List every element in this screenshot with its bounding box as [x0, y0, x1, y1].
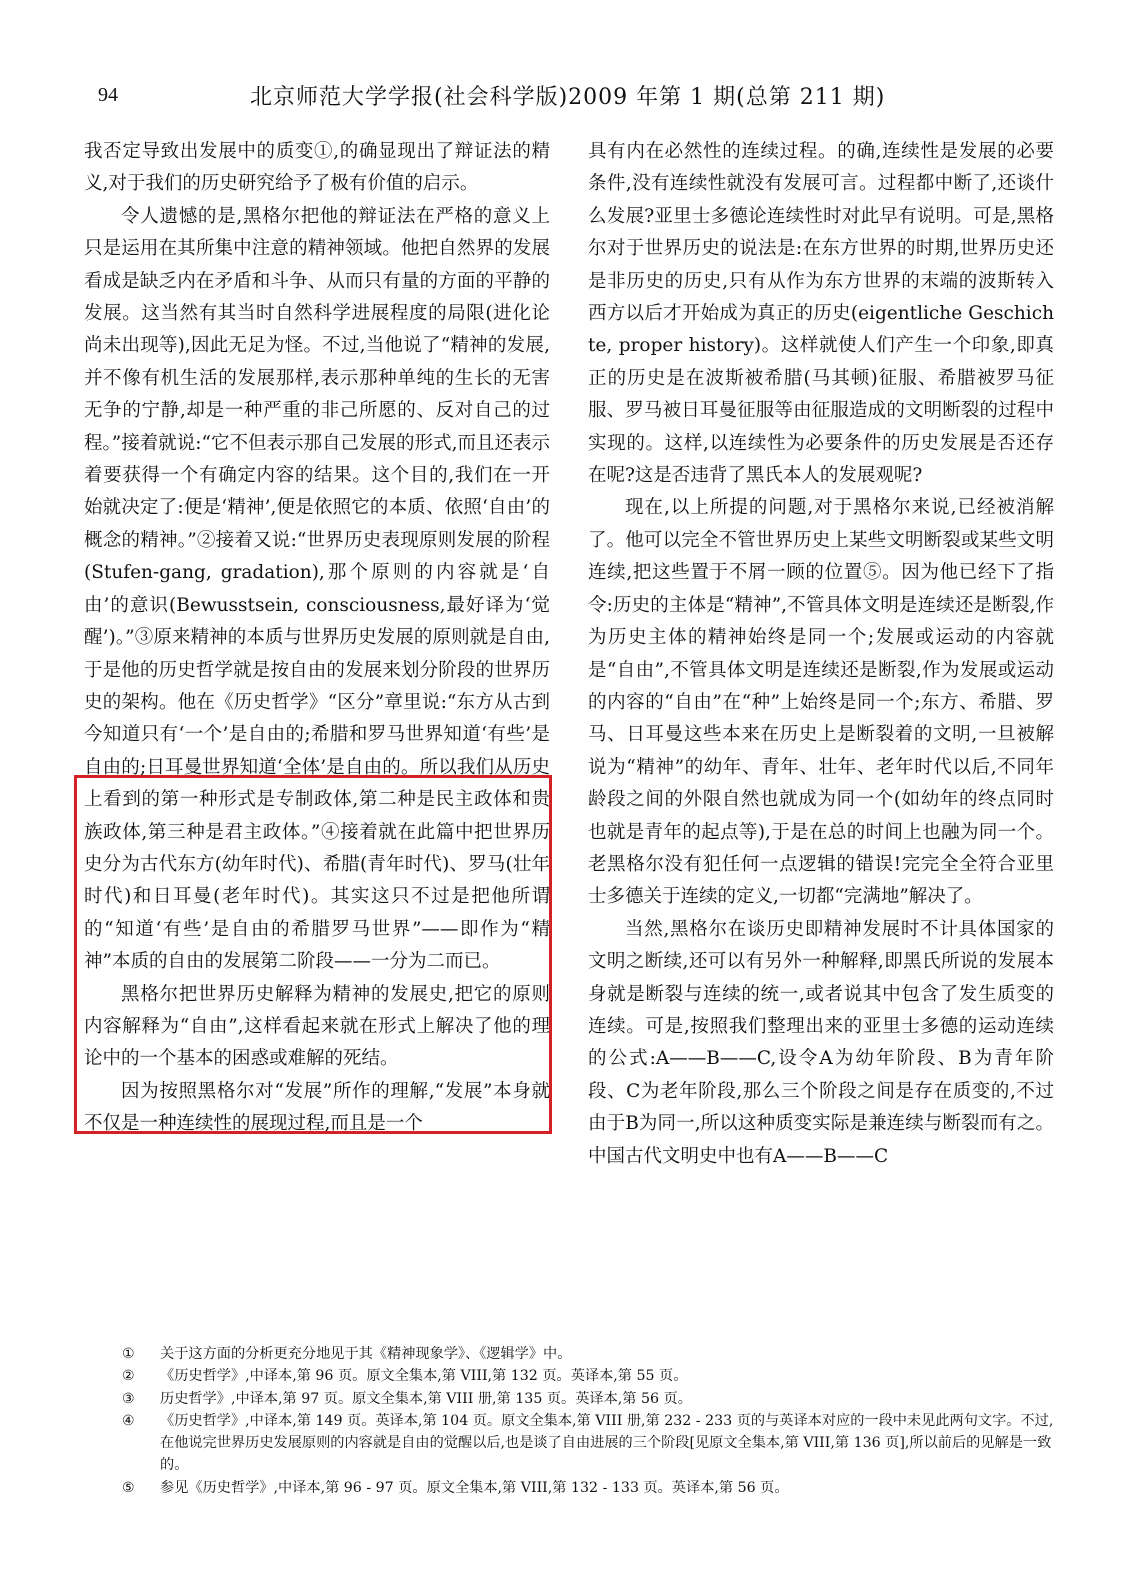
page-header [98, 80, 1058, 120]
left-column [84, 136, 550, 1141]
paragraph: 具有内在必然性的连续过程。的确,连续性是发展的必要条件,没有连续性就没有发展可言。过程都中断了,还谈什么发展?亚里士多德论连续性时对此早有说明。可是,黑格尔对于世界历史的说法是:在东方世界的时期,世界历史还是非历史的历史,只有从作为东方世界的末端的波斯转入西方以后才开始成为真正的历史(eigentliche Geschichte, proper history)。这样就使人们产生一个印象,即真正的历史是在波斯被希腊(马其顿)征服、希腊被罗马征服、罗马被日耳曼征服等由征服造成的文明断裂的过程中实现的。这样,以连续性为必要条件的历史发展是否还存在呢?这是否违背了黑氏本人的发展观呢? [588, 141, 1054, 487]
footnote [122, 1410, 1058, 1477]
footnote-number: ⑤ [122, 1479, 135, 1496]
footnote-text: 《历史哲学》,中译本,第 149 页。英译本,第 104 页。原文全集本,第 VIII 册,第 232 - 233 页的与英译本对应的一段中未见此两句文字。不过,在他说完世界历史发展原则的内容就是自由的觉醒以后,也是谈了自由进展的三个阶段[见原文全集本,第 VIII,第 136 页],所以前后的见解是一致的。 [160, 1412, 1054, 1474]
paragraph: 黑格尔把世界历史解释为精神的发展史,把它的原则内容解释为“自由”,这样看起来就在形式上解决了他的理论中的一个基本的困惑或难解的死结。 [84, 983, 550, 1070]
footnote [122, 1343, 1058, 1365]
paragraph: 现在,以上所提的问题,对于黑格尔来说,已经被消解了。他可以完全不管世界历史上某些文明断裂或某些文明连续,把这些置于不屑一顾的位置⑤。因为他已经下了指令:历史的主体是“精神”,不管具体文明是连续还是断裂,作为历史主体的精神始终是同一个;发展或运动的内容就是“自由”,不管具体文明是连续还是断裂,作为发展或运动的内容的“自由”在“种”上始终是同一个;东方、希腊、罗马、日耳曼这些本来在历史上是断裂着的文明,一旦被解说为“精神”的幼年、青年、壮年、老年时代以后,不同年龄段之间的外限自然也就成为同一个(如幼年的终点同时也就是青年的起点等),于是在总的时间上也融为同一个。老黑格尔没有犯任何一点逻辑的错误!完完全全符合亚里士多德关于连续的定义,一切都“完满地”解决了。 [588, 497, 1054, 908]
running-head: 北京师范大学学报(社会科学版)2009 年第 1 期(总第 211 期) [250, 85, 886, 110]
paragraph: 因为按照黑格尔对“发展”所作的理解,“发展”本身就不仅是一种连续性的展现过程,而且是一个 [84, 1080, 550, 1135]
footnote-number: ③ [122, 1390, 135, 1407]
paragraph: 我否定导致出发展中的质变①,的确显现出了辩证法的精义,对于我们的历史研究给予了极有价值的启示。 [84, 141, 550, 195]
footnote-number: ② [122, 1368, 135, 1385]
right-column [588, 136, 1054, 1173]
page-number: 94 [98, 84, 118, 106]
footnote [122, 1477, 1058, 1499]
footnote-text: 历史哲学》,中译本,第 97 页。原文全集本,第 VIII 册,第 135 页。英译本,第 56 页。 [160, 1390, 692, 1407]
footnote-text: 关于这方面的分析更充分地见于其《精神现象学》、《逻辑学》中。 [160, 1346, 572, 1362]
footnote-text: 《历史哲学》,中译本,第 96 页。原文全集本,第 VIII,第 132 页。英译本,第 55 页。 [160, 1368, 688, 1385]
footnote-text: 参见《历史哲学》,中译本,第 96 - 97 页。原文全集本,第 VIII,第 132 - 133 页。英译本,第 56 页。 [160, 1479, 789, 1496]
footnotes [122, 1343, 1058, 1499]
paragraph: 令人遗憾的是,黑格尔把他的辩证法在严格的意义上只是运用在其所集中注意的精神领域。他把自然界的发展看成是缺乏内在矛盾和斗争、从而只有量的方面的平静的发展。这当然有其当时自然科学进展程度的局限(进化论尚未出现等),因此无足为怪。不过,当他说了“精神的发展,并不像有机生活的发展那样,表示那种单纯的生长的无害无争的宁静,却是一种严重的非己所愿的、反对自己的过程。”接着就说:“它不但表示那自己发展的形式,而且还表示着要获得一个有确定内容的结果。这个目的,我们在一开始就决定了:便是‘精神’,便是依照它的本质、依照‘自由’的概念的精神。”②接着又说:“世界历史表现原则发展的阶程(Stufen-gang, gradation),那个原则的内容就是‘自由’的意识(Bewusstsein, consciousness,最好译为‘觉醒’)。”③原来精神的本质与世界历史发展的原则就是自由,于是他的历史哲学就是按自由的发展来划分阶段的世界历史的架构。他在《历史哲学》“区分”章里说:“东方从古到今知道只有‘一个’是自由的;希腊和罗马世界知道‘有些’是自由的;日耳曼世界知道‘全体’是自由的。所以我们从历史上看到的第一种形式是专制政体,第二种是民主政体和贵族政体,第三种是君主政体。”④接着就在此篇中把世界历史分为古代东方(幼年时代)、希腊(青年时代)、罗马(壮年时代)和日耳曼(老年时代)。其实这只不过是把他所谓的“知道‘有些’是自由的希腊罗马世界”——即作为“精神”本质的自由的发展第二阶段——一分为二而已。 [84, 205, 550, 973]
footnote [122, 1388, 1058, 1410]
footnote [122, 1365, 1058, 1387]
footnote-number: ④ [122, 1412, 135, 1429]
footnote-number: ① [122, 1346, 135, 1362]
paragraph: 当然,黑格尔在谈历史即精神发展时不计具体国家的文明之断续,还可以有另外一种解释,即黑氏所说的发展本身就是断裂与连续的统一,或者说其中包含了发生质变的连续。可是,按照我们整理出来的亚里士多德的运动连续的公式:A——B——C,设令A为幼年阶段、B为青年阶段、C为老年阶段,那么三个阶段之间是存在质变的,不过由于B为同一,所以这种质变实际是兼连续与断裂而有之。中国古代文明史中也有A——B——C [588, 918, 1054, 1167]
